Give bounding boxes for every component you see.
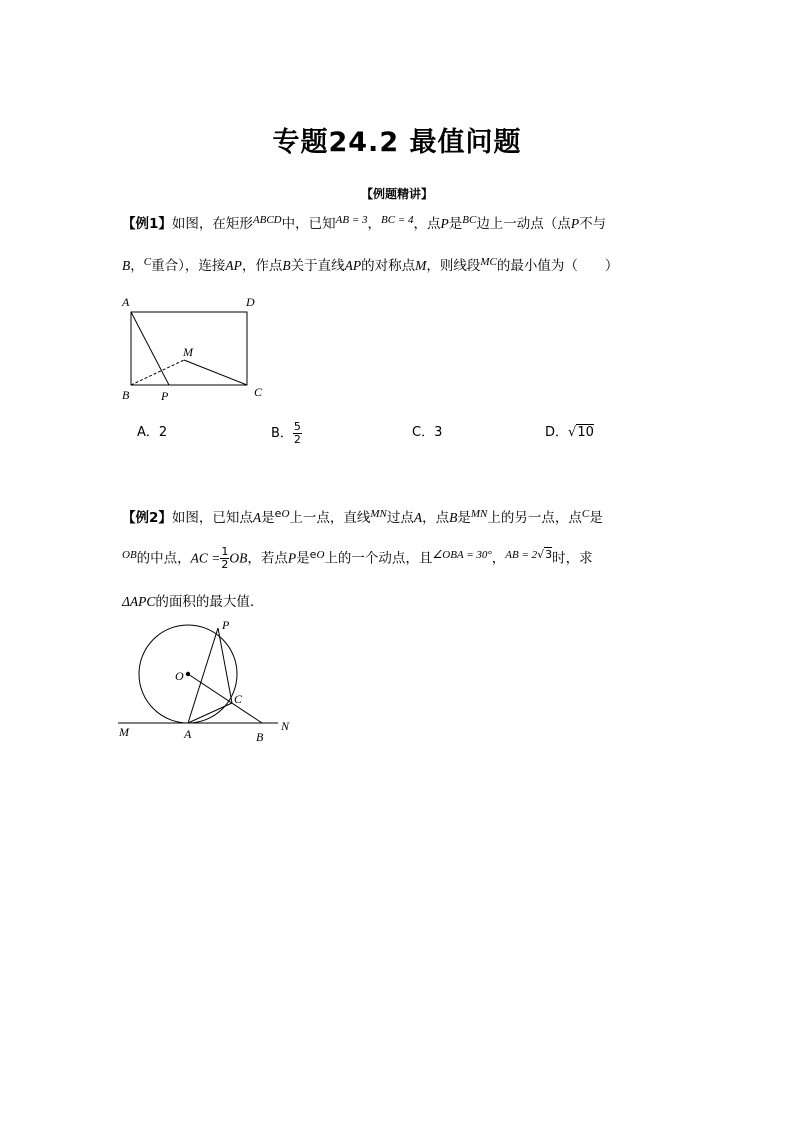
ex2-line-1: 【例2】如图，已知点A是$^{eO}$上一点，直线$^{MN}$过点A，点B是$^{MN}$上的另一点，点$^C$是 [122,507,603,526]
ex1-line-1: 【例1】如图，在矩形$^{ABCD}$中，已知$^{AB = 3}$，$^{BC = 4}$，点P是$^{BC}$边上一动点（点P不与 [122,214,607,232]
option-c[interactable]: C．3 [412,425,443,440]
segment-ac [188,703,232,723]
ex2-tag: 【例2】 [122,510,172,526]
section-heading: 【例题精讲】 [360,187,433,201]
option-d[interactable]: D．√10 [545,425,594,440]
ex1-rectangle-figure [112,292,272,404]
label-b: B [256,730,264,742]
ex2-line-3: ΔAPC的面积的最大值． [122,594,264,610]
segment-mc [184,360,247,385]
ex1-tag: 【例1】 [122,216,172,232]
sqrt-10: 10 [577,425,594,440]
page-title: 专题24.2 最值问题 [272,127,522,158]
ex2-line-2: $^{OB}$的中点，AC = $\frac{1}{2}$ OB，若点P是$^{eO}$上的一个动点，且$^{\angle OBA = 30^\circ}$，$^{AB = 2√3}$时，求 [122,545,593,571]
segment-ap [188,628,218,723]
label-o: O [175,669,184,683]
segment-ap [131,312,169,385]
option-b[interactable]: B． $\frac{5}{2}$ [271,420,301,446]
label-c: C [254,385,263,399]
label-m: M [183,345,193,359]
label-p: P [161,389,169,403]
label-m: M [119,725,129,739]
label-a: A [122,295,130,309]
segment-ob [188,674,262,723]
fraction-5-2: $\frac{5}{2}$ [293,420,301,446]
label-p: P [222,618,230,632]
label-b: B [122,388,130,402]
label-d: D [246,295,255,309]
center-dot [186,672,190,676]
label-n: N [281,719,290,733]
option-a[interactable]: A．2 [137,425,168,440]
ex1-line-2: B，$^C$重合），连接AP，作点B关于直线AP的对称点M，则线段$^{MC}$的最小值为（ ） [122,256,619,274]
ex2-circle-figure [112,612,302,742]
fraction-1-2: $\frac{1}{2}$ [221,545,229,571]
segment-pc [218,628,232,703]
label-c: C [234,692,243,706]
label-a: A [184,727,192,741]
